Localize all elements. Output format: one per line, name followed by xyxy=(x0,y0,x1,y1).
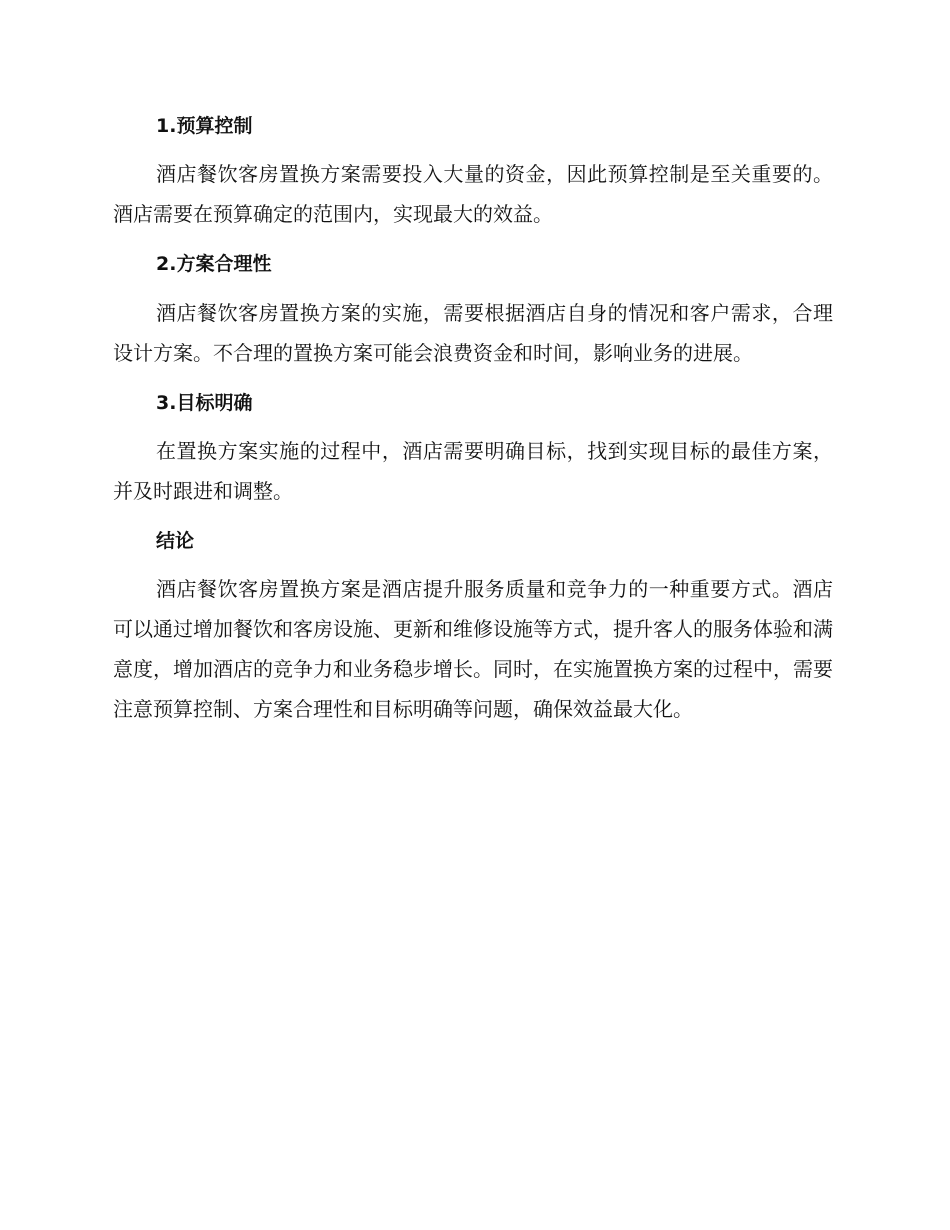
section-heading-clear-goals: 3.目标明确 xyxy=(156,392,253,414)
document-body xyxy=(113,110,833,729)
section-paragraph-conclusion: 酒店餐饮客房置换方案是酒店提升服务质量和竞争力的一种重要方式。酒店可以通过增加餐饮和客房设施、更新和维修设施等方式，提升客人的服务体验和满意度，增加酒店的竞争力和业务稳步增长。同时，在实施置换方案的过程中，需要注意预算控制、方案合理性和目标明确等问题，确保效益最大化。 xyxy=(113,577,833,721)
section-heading-conclusion: 结论 xyxy=(156,530,195,552)
section-paragraph-budget-control: 酒店餐饮客房置换方案需要投入大量的资金，因此预算控制是至关重要的。酒店需要在预算确定的范围内，实现最大的效益。 xyxy=(113,162,833,226)
section-heading-plan-rationality: 2.方案合理性 xyxy=(156,253,272,275)
section-heading-budget-control: 1.预算控制 xyxy=(156,115,253,137)
section-paragraph-clear-goals: 在置换方案实施的过程中，酒店需要明确目标，找到实现目标的最佳方案，并及时跟进和调整。 xyxy=(113,439,833,503)
section-paragraph-plan-rationality: 酒店餐饮客房置换方案的实施，需要根据酒店自身的情况和客户需求，合理设计方案。不合理的置换方案可能会浪费资金和时间，影响业务的进展。 xyxy=(113,301,833,365)
